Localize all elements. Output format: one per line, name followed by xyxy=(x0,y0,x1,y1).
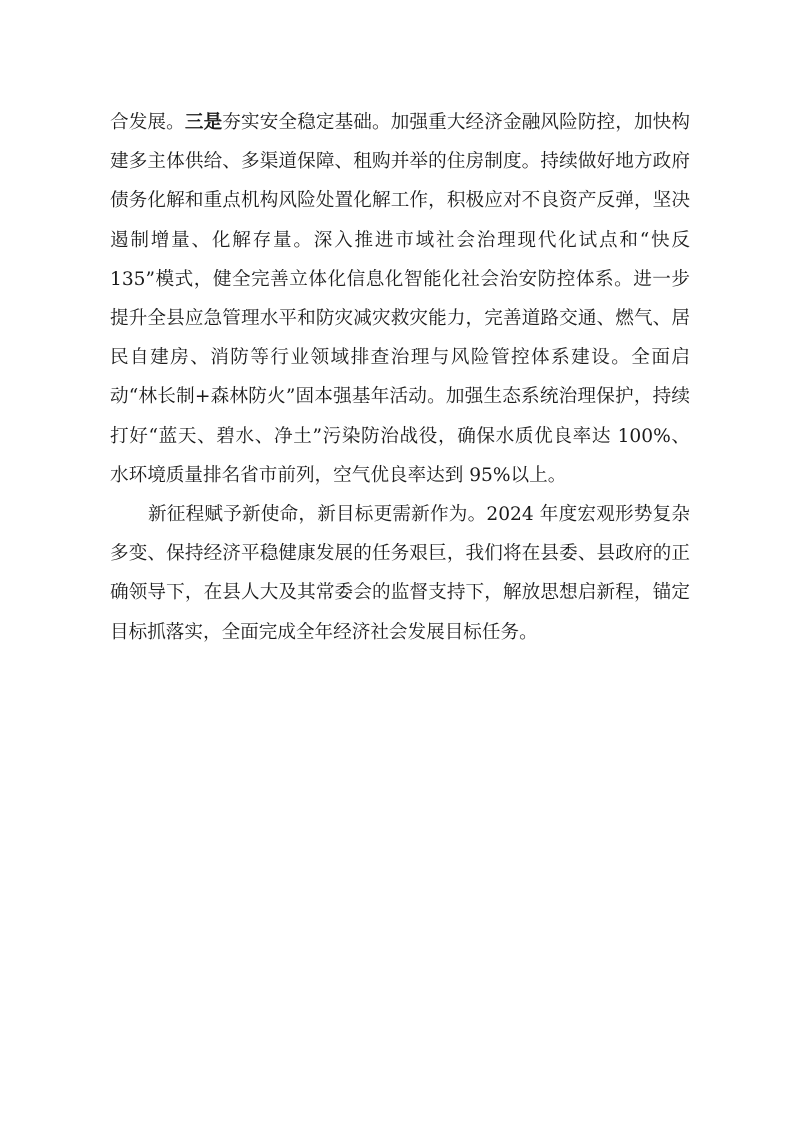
point-three-heading: 三是 xyxy=(184,112,223,133)
document-body xyxy=(110,103,690,652)
paragraph-body-text: 夯实安全稳定基础。加强重大经济金融风险防控，加快构建多主体供给、多渠道保障、租购并举的住房制度。持续做好地方政府债务化解和重点机构风险处置化解工作，积极应对不良资产反弹，坚决遏制增量、化解存量。深入推进市域社会治理现代化试点和“快反 135”模式，健全完善立体化信息化智能化社会治安防控体系。进一步提升全县应急管理水平和防灾减灾救灾能力，完善道路交通、燃气、居民自建房、消防等行业领域排查治理与风险管控体系建设。全面启动“林长制+森林防火”固本强基年活动。加强生态系统治理保护，持续打好“蓝天、碧水、净土”污染防治战役，确保水质优良率达 100%、水环境质量排名省市前列，空气优良率达到 95%以上。 xyxy=(110,112,690,486)
paragraph-lead-text: 合发展。 xyxy=(110,112,185,133)
paragraph-conclusion: 新征程赋予新使命，新目标更需新作为。2024 年度宏观形势复杂多变、保持经济平稳健康发展的任务艰巨，我们将在县委、县政府的正确领导下，在县人大及其常委会的监督支持下，解放思想启新程，锚定目标抓落实，全面完成全年经济社会发展目标任务。 xyxy=(110,504,690,643)
paragraph-safety-stability xyxy=(110,103,690,495)
